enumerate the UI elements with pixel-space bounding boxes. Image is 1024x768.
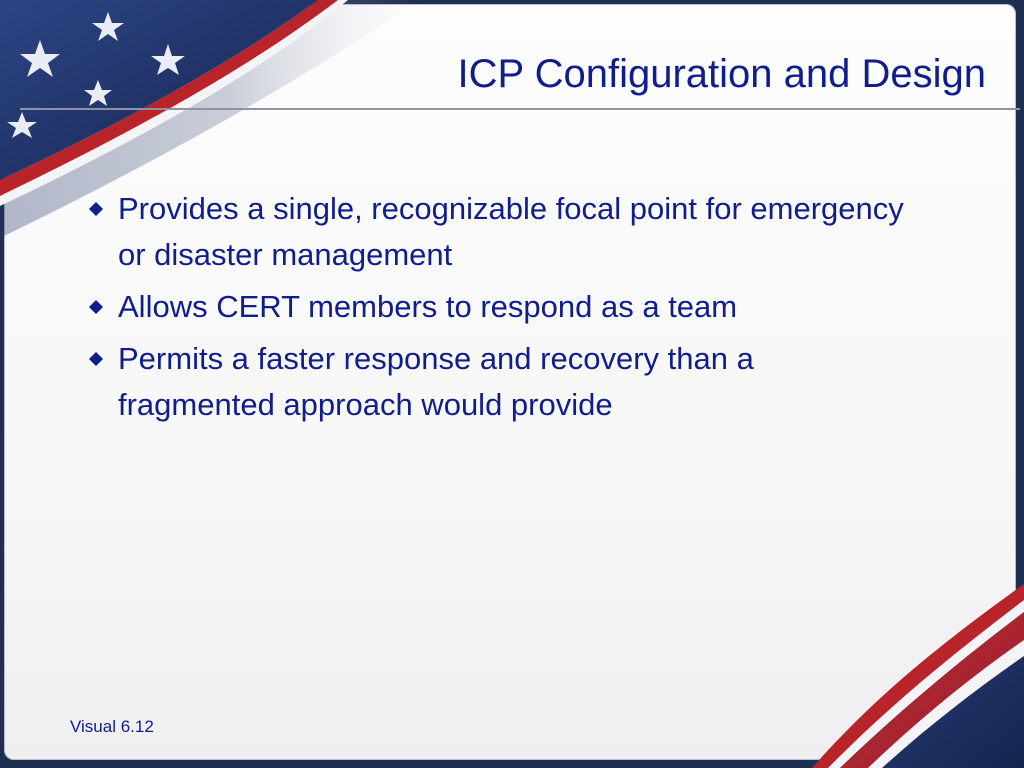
- bullet-text: Permits a faster response and recovery than a fragmented approach would provide: [118, 341, 754, 422]
- diamond-icon: [88, 351, 104, 367]
- bullet-item: [86, 336, 906, 428]
- slide-title: ICP Configuration and Design: [457, 52, 986, 96]
- diamond-icon: [88, 201, 104, 217]
- bullet-item: [86, 186, 906, 278]
- bullet-item: [86, 284, 906, 330]
- bullet-text: Provides a single, recognizable focal point for emergency or disaster management: [118, 191, 904, 272]
- bullet-text: Allows CERT members to respond as a team: [118, 289, 738, 324]
- diamond-icon: [88, 299, 104, 315]
- title-divider: [20, 108, 1020, 110]
- slide-footer: Visual 6.12: [70, 717, 154, 736]
- bullet-list: [86, 186, 906, 434]
